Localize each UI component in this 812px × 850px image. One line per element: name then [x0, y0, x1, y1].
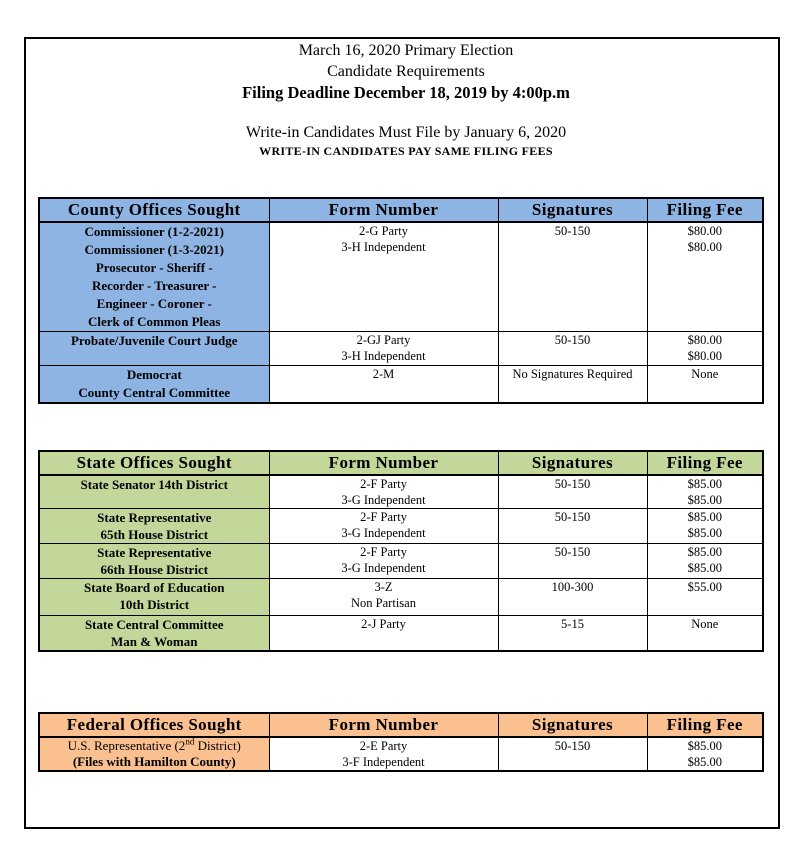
table-row — [39, 222, 763, 332]
office-cell: State Representative 66th House District — [39, 544, 269, 579]
state-title: State Offices Sought — [39, 451, 269, 475]
fee-cell: $85.00 $85.00 — [647, 737, 763, 771]
state-form-header: Form Number — [269, 451, 498, 475]
table-row — [39, 509, 763, 544]
write-in-deadline: Write-in Candidates Must File by January 6, 2020 — [245, 124, 567, 141]
federal-fee-header: Filing Fee — [647, 713, 763, 737]
county-form-header: Form Number — [269, 198, 498, 222]
write-in-fee-note: WRITE-IN CANDIDATES PAY SAME FILING FEES — [259, 144, 553, 158]
county-fee-header: Filing Fee — [647, 198, 763, 222]
form-cell: 2-E Party 3-F Independent — [269, 737, 498, 771]
fee-cell: $55.00 — [647, 579, 763, 616]
fee-cell: $85.00 $85.00 — [647, 544, 763, 579]
table-row — [39, 366, 763, 404]
federal-offices-table — [38, 712, 764, 772]
county-offices-table — [38, 197, 764, 404]
signatures-cell: 50-150 — [498, 544, 647, 579]
table-row — [39, 332, 763, 366]
state-header-row — [39, 451, 763, 475]
federal-header-row — [39, 713, 763, 737]
form-cell: 2-M — [269, 366, 498, 404]
office-cell: State Board of Education 10th District — [39, 579, 269, 616]
table-row — [39, 616, 763, 652]
fee-cell: $80.00 $80.00 — [647, 222, 763, 332]
fee-cell: $80.00 $80.00 — [647, 332, 763, 366]
table-row — [39, 544, 763, 579]
state-offices-table — [38, 450, 764, 652]
table-row — [39, 475, 763, 509]
county-header-row — [39, 198, 763, 222]
federal-title: Federal Offices Sought — [39, 713, 269, 737]
office-cell: Probate/Juvenile Court Judge — [39, 332, 269, 366]
fee-cell: None — [647, 366, 763, 404]
signatures-cell: 50-150 — [498, 475, 647, 509]
federal-form-header: Form Number — [269, 713, 498, 737]
signatures-cell: No Signatures Required — [498, 366, 647, 404]
office-cell: U.S. Representative (2nd District) (Files with Hamilton County) — [39, 737, 269, 771]
fee-cell: None — [647, 616, 763, 652]
form-cell: 2-GJ Party 3-H Independent — [269, 332, 498, 366]
office-cell: State Representative 65th House District — [39, 509, 269, 544]
state-fee-header: Filing Fee — [647, 451, 763, 475]
fee-cell: $85.00 $85.00 — [647, 509, 763, 544]
table-row — [39, 579, 763, 616]
form-cell: 3-Z Non Partisan — [269, 579, 498, 616]
office-cell: State Central Committee Man & Woman — [39, 616, 269, 652]
county-title: County Offices Sought — [39, 198, 269, 222]
office-cell: State Senator 14th District — [39, 475, 269, 509]
election-title: March 16, 2020 Primary Election — [298, 42, 514, 59]
signatures-cell: 100-300 — [498, 579, 647, 616]
office-cell: Democrat County Central Committee — [39, 366, 269, 404]
signatures-cell: 50-150 — [498, 737, 647, 771]
fee-cell: $85.00 $85.00 — [647, 475, 763, 509]
filing-deadline: Filing Deadline December 18, 2019 by 4:00p.m — [242, 83, 570, 102]
federal-signatures-header: Signatures — [498, 713, 647, 737]
form-cell: 2-F Party 3-G Independent — [269, 509, 498, 544]
signatures-cell: 5-15 — [498, 616, 647, 652]
form-cell: 2-F Party 3-G Independent — [269, 475, 498, 509]
form-cell: 2-F Party 3-G Independent — [269, 544, 498, 579]
form-cell: 2-J Party — [269, 616, 498, 652]
signatures-cell: 50-150 — [498, 332, 647, 366]
signatures-cell: 50-150 — [498, 222, 647, 332]
form-cell: 2-G Party 3-H Independent — [269, 222, 498, 332]
county-signatures-header: Signatures — [498, 198, 647, 222]
requirements-subtitle: Candidate Requirements — [327, 63, 485, 80]
office-cell: Commissioner (1-2-2021) Commissioner (1-3-2021) Prosecutor - Sheriff - Recorder - Treasurer - Engineer - Coroner - Clerk of Common Pleas — [39, 222, 269, 332]
table-row — [39, 737, 763, 771]
signatures-cell: 50-150 — [498, 509, 647, 544]
state-signatures-header: Signatures — [498, 451, 647, 475]
